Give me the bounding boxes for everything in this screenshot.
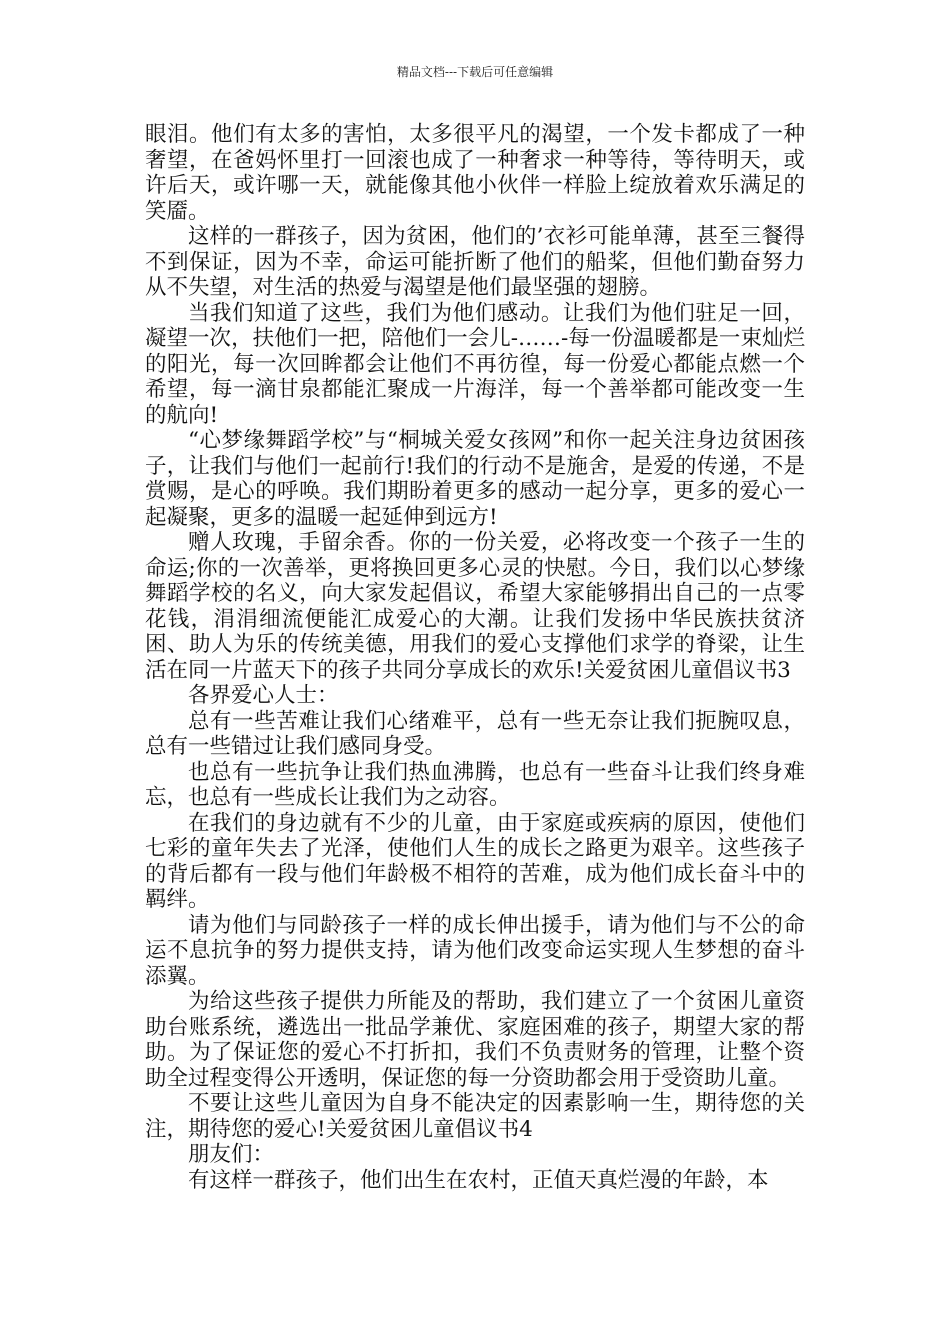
paragraph: “心梦缘舞蹈学校”与“桐城关爱女孩网”和你一起关注身边贫困孩子，让我们与他们一起前行!我们的行动不是施舍，是爱的传递，不是赏赐，是心的呼唤。我们期盼着更多的感动一起分享，更多的爱心一起凝聚，更多的温暖一起延伸到远方!: [145, 428, 805, 530]
salutation: 各界爱心人士：: [188, 683, 339, 708]
page-header: 精品文档---下载后可任意编辑: [396, 65, 554, 79]
paragraph: 当我们知道了这些，我们为他们感动。让我们为他们驻足一回，凝望一次，扶他们一把，陪他们一会儿-……-每一份温暖都是一束灿烂的阳光，每一次回眸都会让他们不再彷徨，每一份爱心都能点燃一个希望，每一滴甘泉都能汇聚成一片海洋，每一个善举都可能改变一生的航向!: [145, 300, 805, 428]
paragraph: 不要让这些儿童因为自身不能决定的因素影响一生，期待您的关注，期待您的爱心!关爱贫困儿童倡议书4: [145, 1091, 805, 1142]
paragraph: 也总有一些抗争让我们热血沸腾，也总有一些奋斗让我们终身难忘，也总有一些成长让我们为之动容。: [145, 759, 805, 810]
paragraph: 眼泪。他们有太多的害怕，太多很平凡的渴望，一个发卡都成了一种奢望，在爸妈怀里打一回滚也成了一种奢求一种等待，等待明天，或许后天，或许哪一天，就能像其他小伙伴一样脸上绽放着欢乐满足的笑靥。: [145, 122, 805, 224]
document-body: [145, 122, 805, 1193]
paragraph: 为给这些孩子提供力所能及的帮助，我们建立了一个贫困儿童资助台账系统，遴选出一批品学兼优、家庭困难的孩子，期望大家的帮助。为了保证您的爱心不打折扣，我们不负责财务的管理，让整个资助全过程变得公开透明，保证您的每一分资助都会用于受资助儿童。: [145, 989, 805, 1091]
paragraph: 总有一些苦难让我们心绪难平，总有一些无奈让我们扼腕叹息，总有一些错过让我们感同身受。: [145, 708, 805, 759]
paragraph: 赠人玫瑰，手留余香。你的一份关爱，必将改变一个孩子一生的命运;你的一次善举，更将换回更多心灵的快慰。今日，我们以心梦缘舞蹈学校的名义，向大家发起倡议，希望大家能够捐出自己的一点零花钱，涓涓细流便能汇成爱心的大潮。让我们发扬中华民族扶贫济困、助人为乐的传统美德，用我们的爱心支撑他们求学的脊梁，让生活在同一片蓝天下的孩子共同分享成长的欢乐!关爱贫困儿童倡议书3: [145, 530, 805, 683]
paragraph: 这样的一群孩子，因为贫困，他们的’衣衫可能单薄，甚至三餐得不到保证，因为不幸，命运可能折断了他们的船桨，但他们勤奋努力从不失望，对生活的热爱与渴望是他们最坚强的翅膀。: [145, 224, 805, 300]
paragraph: 请为他们与同龄孩子一样的成长伸出援手，请为他们与不公的命运不息抗争的努力提供支持，请为他们改变命运实现人生梦想的奋斗添翼。: [145, 912, 805, 989]
paragraph: 在我们的身边就有不少的儿童，由于家庭或疾病的原因，使他们七彩的童年失去了光泽，使他们人生的成长之路更为艰辛。这些孩子的背后都有一段与他们年龄极不相符的苦难，成为他们成长奋斗中的羁绊。: [145, 810, 805, 912]
paragraph: 有这样一群孩子，他们出生在农村，正值天真烂漫的年龄，本: [188, 1167, 769, 1193]
salutation: 朋友们：: [188, 1142, 275, 1167]
